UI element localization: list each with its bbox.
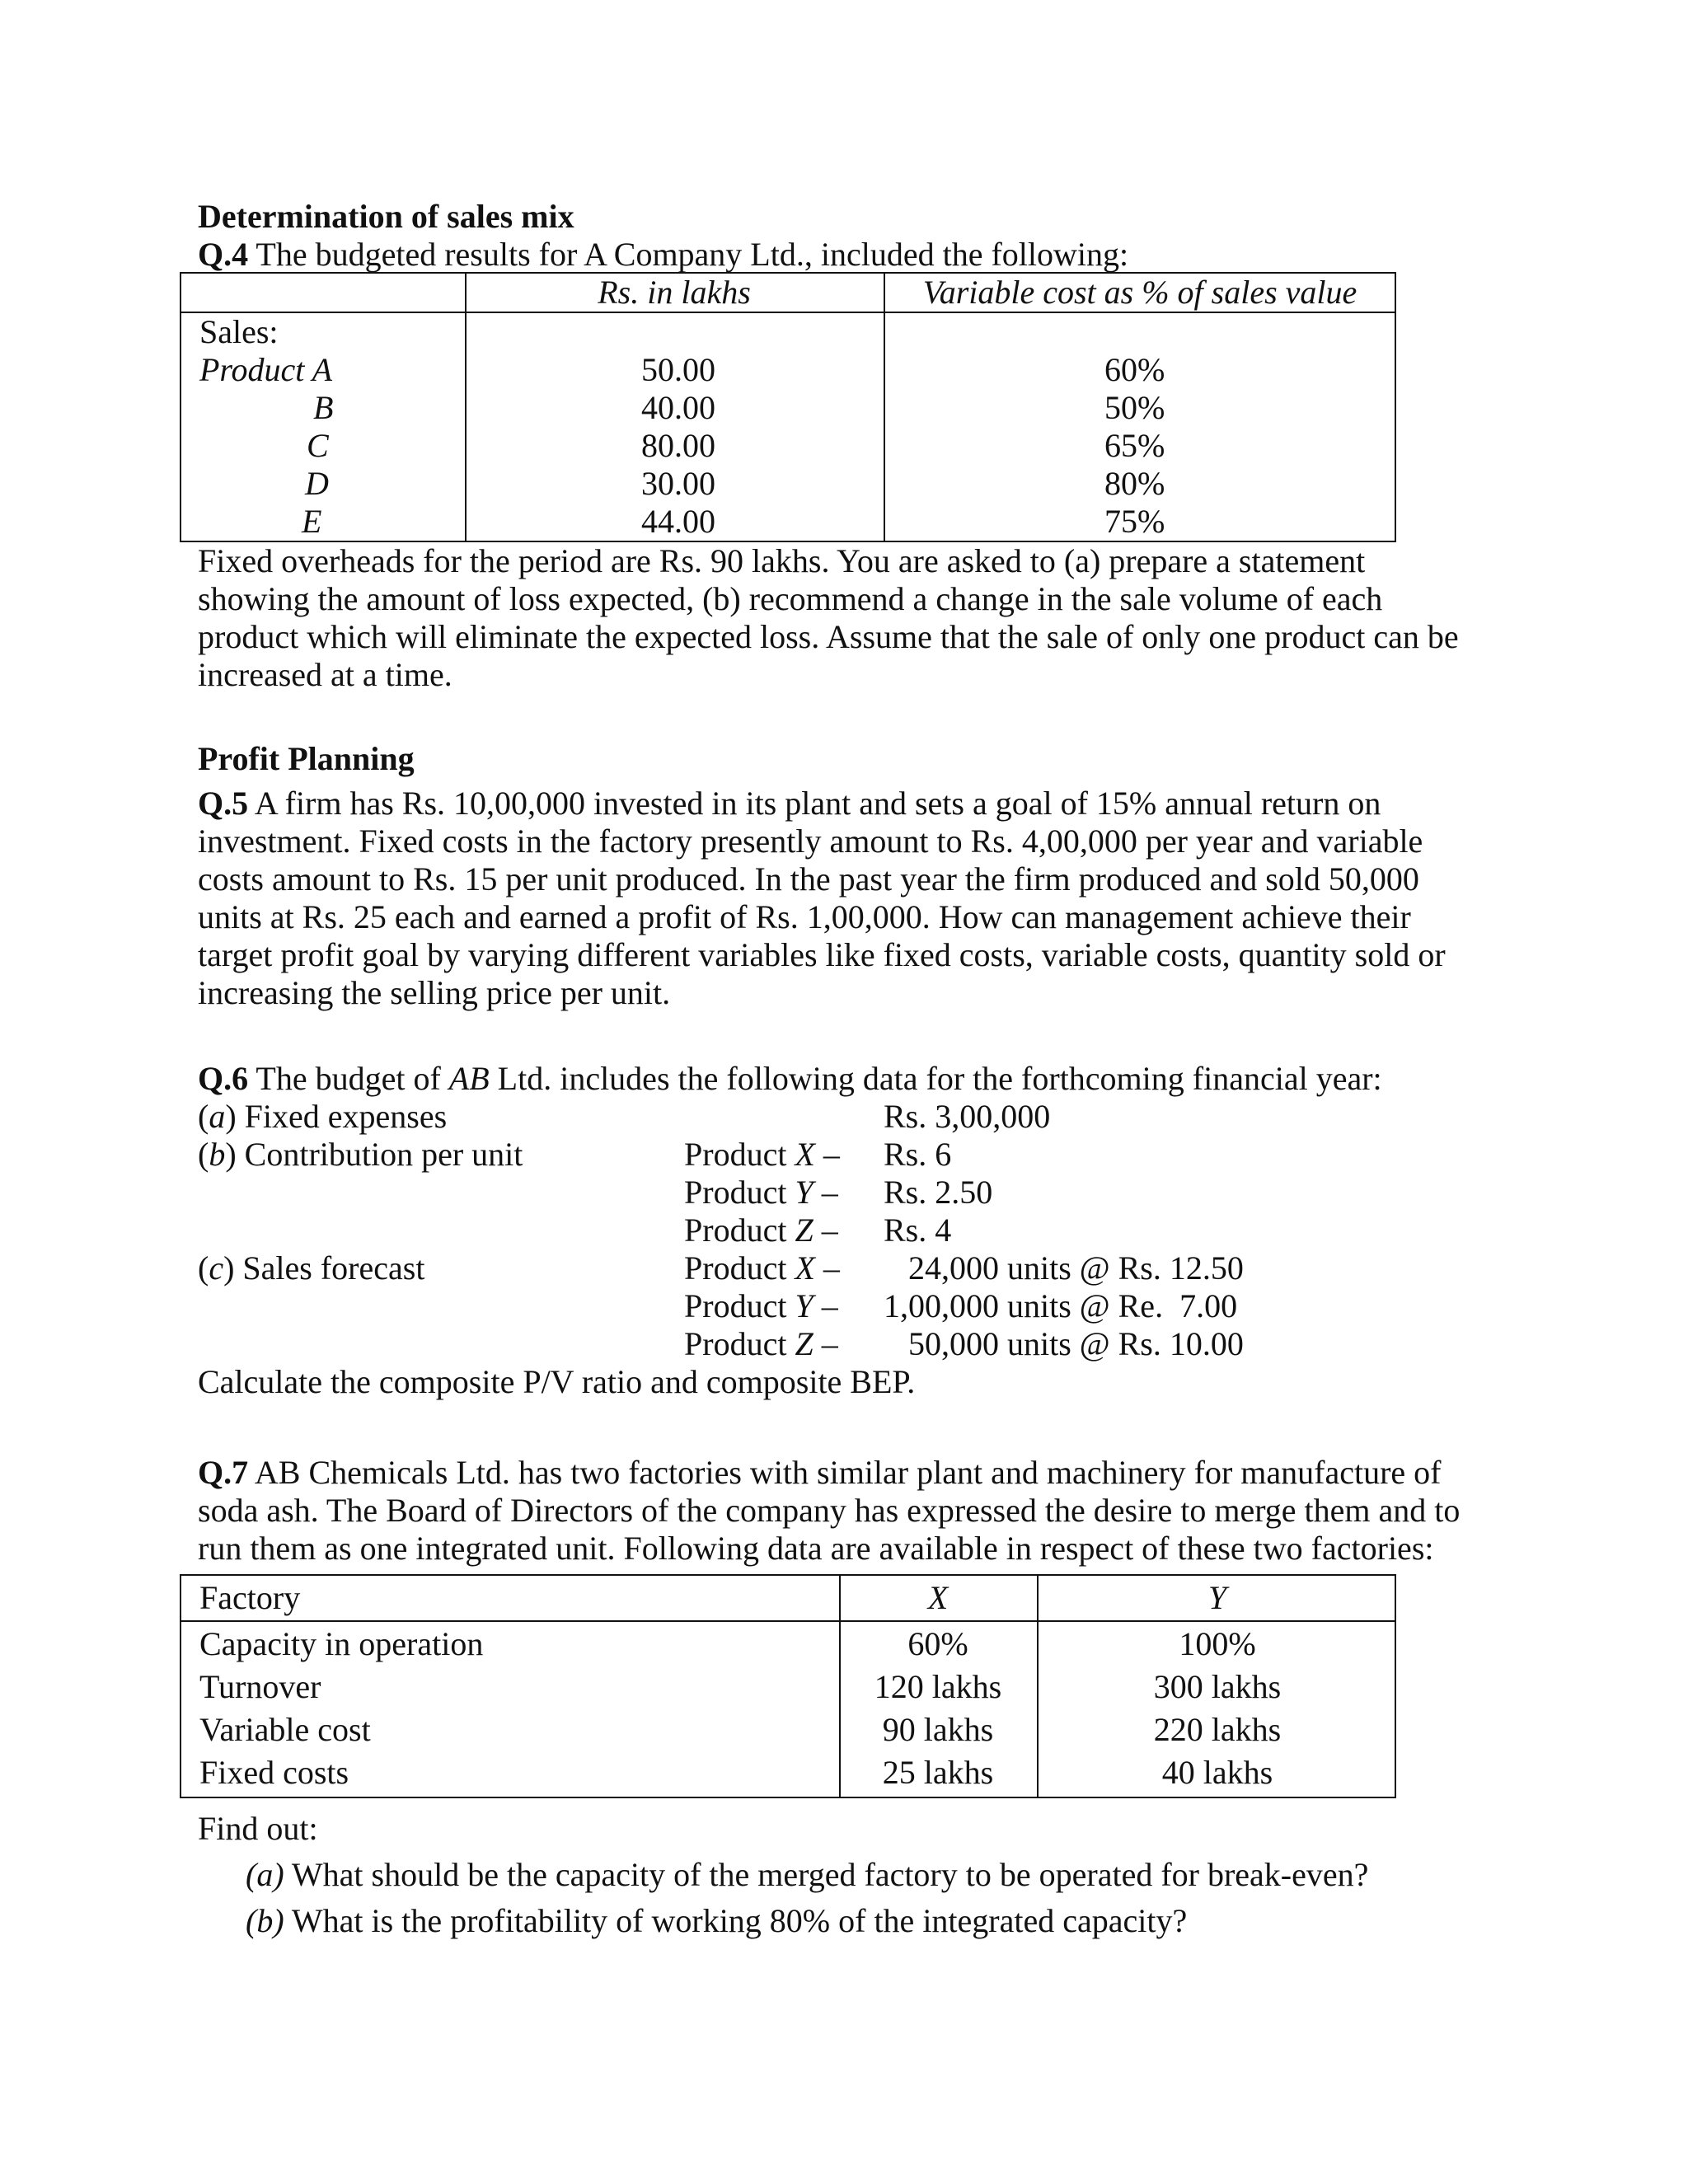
q6-forecast-value: 1,00,000 units @ Re. 7.00 <box>884 1287 1238 1324</box>
q5-paragraph-line: costs amount to Rs. 15 per unit produced. In the past year the firm produced and sold 50,000 <box>198 860 1419 898</box>
q6-forecast-value: 50,000 units @ Rs. 10.00 <box>908 1325 1244 1362</box>
q6-contribution-value: Rs. 4 <box>884 1212 952 1249</box>
q7-paragraph <box>198 1454 1500 1568</box>
q6-fixed-expenses-label: (a) Fixed expenses <box>198 1098 448 1135</box>
q7-find-out: Find out: <box>198 1810 318 1847</box>
q5-paragraph <box>198 785 1500 1012</box>
q4-row-vc: 65% <box>1104 427 1165 464</box>
q4-label: Q.4 <box>198 236 249 273</box>
q6-fixed-expenses-value: Rs. 3,00,000 <box>884 1098 1051 1135</box>
table-row: Fixed costs 25 lakhs 40 lakhs <box>199 1754 1273 1791</box>
table-divider <box>465 274 467 541</box>
q4-row-name: Product A <box>199 351 333 388</box>
q6-section <box>198 1060 1500 1406</box>
q7-header-x: X <box>927 1579 949 1616</box>
q4-row-name: B <box>313 389 334 426</box>
q4-row-vc: 50% <box>1104 389 1165 426</box>
q4-row-amount: 80.00 <box>641 427 715 464</box>
q4-row-amount: 44.00 <box>641 503 715 540</box>
q6-label: Q.6 <box>198 1060 249 1097</box>
q6-forecast-product: Product Z – <box>684 1325 838 1362</box>
q4-row-name: D <box>305 465 329 502</box>
q5-section-title: Profit Planning <box>198 740 415 777</box>
q5-label: Q.5 <box>198 785 249 822</box>
q4-row-name: C <box>307 427 329 464</box>
q5-paragraph-line: investment. Fixed costs in the factory presently amount to Rs. 4,00,000 per year and variable <box>198 823 1423 860</box>
q5-paragraph-line: increasing the selling price per unit. <box>198 974 671 1011</box>
q6-forecast-product: Product X – <box>684 1249 840 1286</box>
q4-row-vc: 60% <box>1104 351 1165 388</box>
q7-table-header-row <box>181 1579 1395 1622</box>
q4-row-amount: 50.00 <box>641 351 715 388</box>
q7-factory-table <box>180 1574 1396 1798</box>
q4-row-amount: 30.00 <box>641 465 715 502</box>
q4-col-header-amount: Rs. in lakhs <box>598 274 751 311</box>
q4-col-header-variable-cost: Variable cost as % of sales value <box>922 274 1357 311</box>
q7-label: Q.7 <box>198 1454 249 1491</box>
q6-contribution-product: Product Z – <box>684 1212 838 1249</box>
table-row: Turnover 120 lakhs 300 lakhs <box>199 1668 1282 1705</box>
q4-intro <box>198 236 1500 274</box>
q6-closing: Calculate the composite P/V ratio and composite BEP. <box>198 1363 916 1400</box>
q6-forecast-value: 24,000 units @ Rs. 12.50 <box>908 1249 1244 1286</box>
q4-paragraph-line: showing the amount of loss expected, (b) recommend a change in the sale volume of each <box>198 580 1383 617</box>
q4-paragraph-line: Fixed overheads for the period are Rs. 90 lakhs. You are asked to (a) prepare a statement <box>198 542 1366 579</box>
q7-header-y: Y <box>1207 1579 1227 1616</box>
q4-paragraph-line: product which will eliminate the expected loss. Assume that the sale of only one product can be <box>198 618 1459 655</box>
q6-contribution-value: Rs. 2.50 <box>884 1174 993 1211</box>
q6-contribution-label: (b) Contribution per unit <box>198 1136 523 1173</box>
q7-paragraph-line: soda ash. The Board of Directors of the company has expressed the desire to merge them and to <box>198 1492 1461 1529</box>
table-divider <box>181 312 1395 313</box>
q5-paragraph-line: units at Rs. 25 each and earned a profit of Rs. 1,00,000. How can management achieve their <box>198 898 1411 935</box>
table-divider <box>884 274 885 541</box>
q6-intro: Q.6 The budget of AB Ltd. includes the following data for the forthcoming financial year: <box>198 1060 1382 1097</box>
q7-question-b: (b) What is the profitability of working 80% of the integrated capacity? <box>246 1902 1188 1939</box>
q7-question-a: (a) What should be the capacity of the merged factory to be operated for break-even? <box>246 1856 1369 1893</box>
q4-intro-text: The budgeted results for A Company Ltd., included the following: <box>256 236 1129 273</box>
q6-contribution-value: Rs. 6 <box>884 1136 952 1173</box>
q4-paragraph-line: increased at a time. <box>198 656 452 693</box>
q4-section-title: Determination of sales mix <box>198 198 574 235</box>
q6-forecast-product: Product Y – <box>684 1287 838 1324</box>
q7-paragraph-line: run them as one integrated unit. Following data are available in respect of these two factories: <box>198 1530 1434 1567</box>
q4-row-amount: 40.00 <box>641 389 715 426</box>
q4-row-name: E <box>302 503 322 540</box>
table-row: Variable cost 90 lakhs 220 lakhs <box>199 1711 1282 1748</box>
q4-row-vc: 75% <box>1104 503 1165 540</box>
q4-paragraph <box>198 542 1500 694</box>
q4-sales-label: Sales: <box>199 313 279 350</box>
q7-paragraph-line: Q.7 AB Chemicals Ltd. has two factories with similar plant and machinery for manufacture of <box>198 1454 1442 1491</box>
q7-header-factory: Factory <box>199 1579 301 1616</box>
q4-row-vc: 80% <box>1104 465 1165 502</box>
q5-paragraph-line: target profit goal by varying different variables like fixed costs, variable costs, quantity sold or <box>198 936 1446 973</box>
q6-contribution-product: Product Y – <box>684 1174 838 1211</box>
q6-sales-forecast-label: (c) Sales forecast <box>198 1249 425 1286</box>
q5-paragraph-line: Q.5 A firm has Rs. 10,00,000 invested in its plant and sets a goal of 15% annual return on <box>198 785 1381 822</box>
q4-budget-table <box>180 272 1396 542</box>
q6-contribution-product: Product X – <box>684 1136 840 1173</box>
table-row: Capacity in operation 60% 100% <box>199 1625 1256 1662</box>
